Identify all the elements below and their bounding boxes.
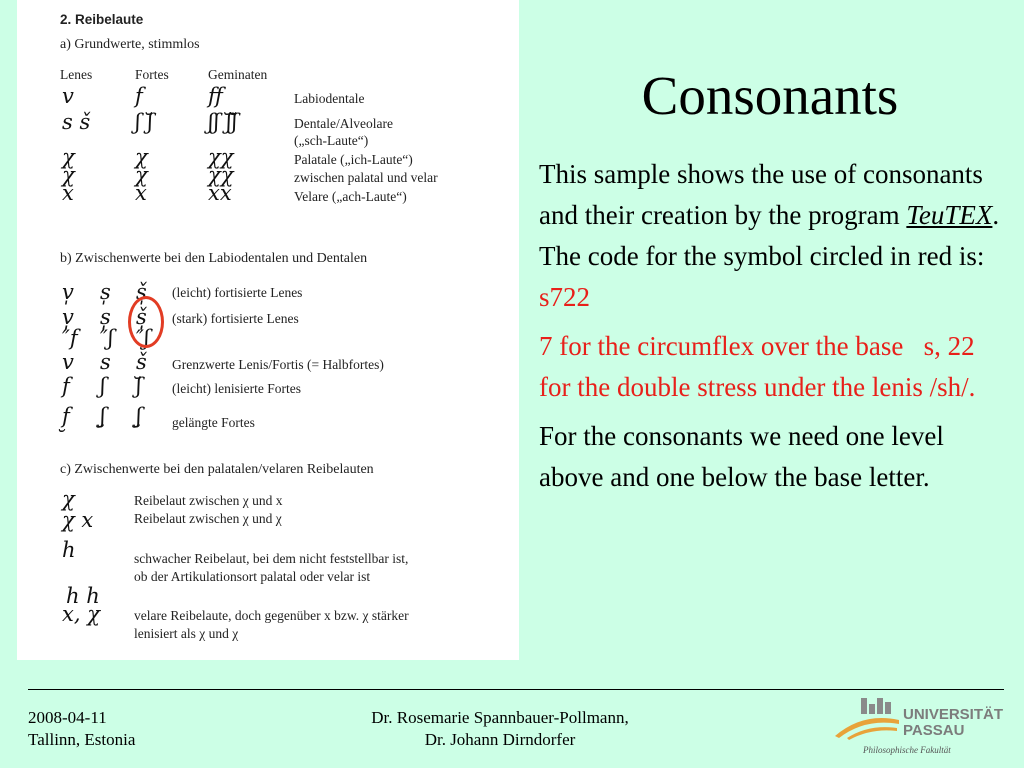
row-label: (stark) fortisierte Lenes xyxy=(172,311,299,326)
symbol: x xyxy=(135,181,147,205)
row-label: schwacher Reibelaut, bei dem nicht feststellbar ist, xyxy=(134,551,409,566)
symbol: v̩ xyxy=(62,280,74,304)
symbol-code: s722 xyxy=(539,282,591,312)
symbol: s̩ xyxy=(100,280,111,304)
symbol: š̩ xyxy=(136,280,147,304)
col-fortes: Fortes xyxy=(135,67,169,82)
symbol: h xyxy=(62,538,76,562)
row-label: (leicht) lenisierte Fortes xyxy=(172,381,301,396)
footer-date: 2008-04-11 xyxy=(28,708,107,727)
paragraph-2: 7 for the circumflex over the base s, 22 for the double stress under the lenis /sh/. xyxy=(539,331,982,402)
row-label: Dentale/Alveolare xyxy=(294,116,393,131)
symbol: s š xyxy=(62,110,91,134)
col-lenes: Lenes xyxy=(60,67,93,82)
symbol: ″f xyxy=(62,326,78,350)
symbol: χχ xyxy=(208,163,234,187)
row-label: Reibelaut zwischen χ und χ xyxy=(134,511,282,526)
footer-author-1: Dr. Rosemarie Spannbauer-Pollmann, xyxy=(371,708,629,727)
row-label: ob der Artikulationsort palatal oder velar ist xyxy=(134,569,371,584)
row-label: („sch-Laute“) xyxy=(294,133,369,148)
scan-section-b: b) Zwischenwerte bei den Labiodentalen und Dentalen xyxy=(60,251,368,266)
symbol: ″ʃ xyxy=(100,326,114,350)
slide-body xyxy=(539,154,1009,506)
symbol: f xyxy=(62,374,70,398)
row-label: gelängte Fortes xyxy=(172,415,255,430)
symbol: ʃʃ ʃ̆ʃ̆ xyxy=(208,110,238,134)
footer-place: Tallinn, Estonia xyxy=(28,730,136,749)
p1-text: This sample shows the use of consonants and their creation by the program xyxy=(539,159,983,230)
symbol: x, χ xyxy=(62,602,100,626)
scan-section-c: c) Zwischenwerte bei den palatalen/velaren Reibelauten xyxy=(60,462,374,477)
symbol: f xyxy=(135,84,143,108)
logo-line-2: PASSAU xyxy=(903,722,965,739)
symbol: χ x xyxy=(62,508,94,532)
symbol: v xyxy=(62,84,74,108)
symbol: χ xyxy=(62,145,75,169)
university-logo xyxy=(833,694,1013,760)
symbol: h h xyxy=(66,584,100,608)
symbol: s xyxy=(100,350,111,374)
logo-line-1: UNIVERSITÄT xyxy=(903,706,1004,723)
symbol: ʃ̮ xyxy=(136,404,142,428)
scan-section-a: a) Grundwerte, stimmlos xyxy=(60,37,200,52)
university-logo-graphic xyxy=(833,694,1013,760)
symbol: χχ xyxy=(208,145,234,169)
red-circle-marker xyxy=(128,296,164,348)
footer-left xyxy=(28,707,135,751)
symbol: ʃ̮ xyxy=(100,404,106,428)
row-label: Labiodentale xyxy=(294,91,365,106)
row-label: Palatale („ich-Laute“) xyxy=(294,152,413,167)
teutex-link[interactable]: TeuTEX xyxy=(906,200,993,230)
paragraph-3: For the consonants we need one level above and one below the base letter. xyxy=(539,421,944,492)
row-label: Velare („ach-Laute“) xyxy=(294,189,407,204)
paragraph-1 xyxy=(539,154,1009,318)
symbol: š xyxy=(136,350,147,374)
row-label: (leicht) fortisierte Lenes xyxy=(172,285,303,300)
symbol: ʃ xyxy=(100,374,106,398)
symbol: χ xyxy=(62,163,75,187)
footer-center xyxy=(330,707,670,751)
row-label: Grenzwerte Lenis/Fortis (= Halbfortes) xyxy=(172,357,384,372)
symbol: s̩̩ xyxy=(100,305,111,329)
symbol: ″ʃ xyxy=(136,326,150,350)
symbol: ff xyxy=(208,84,223,108)
symbol: xx xyxy=(208,181,232,205)
p1-text-after: . The code for the symbol circled in red is: xyxy=(539,200,1000,271)
symbol: x xyxy=(62,181,74,205)
row-label: velare Reibelaute, doch gegenüber x bzw. χ stärker xyxy=(134,608,409,623)
symbol: ʃ ʃ̆ xyxy=(135,110,154,134)
scan-heading: 2. Reibelaute xyxy=(60,12,144,27)
symbol: χ xyxy=(62,487,75,511)
footer-divider xyxy=(28,689,1004,690)
footer-author-2: Dr. Johann Dirndorfer xyxy=(424,730,576,749)
col-geminaten: Geminaten xyxy=(208,67,268,82)
symbol: v̩̩ xyxy=(62,305,74,329)
row-label: zwischen palatal und velar xyxy=(294,170,438,185)
row-label: lenisiert als χ und χ xyxy=(134,626,239,641)
symbol: χ xyxy=(135,145,148,169)
symbol: χ xyxy=(135,163,148,187)
row-label: Reibelaut zwischen χ und x xyxy=(134,493,283,508)
symbol: v xyxy=(62,350,74,374)
logo-line-3: Philosophische Fakultät xyxy=(863,745,951,755)
symbol: f̮ xyxy=(62,404,70,428)
symbol-circled: š̩̩ xyxy=(136,305,147,329)
symbol: ʃ̆ xyxy=(136,374,142,398)
scanned-page-image xyxy=(17,0,519,660)
slide-title: Consonants xyxy=(641,65,899,126)
